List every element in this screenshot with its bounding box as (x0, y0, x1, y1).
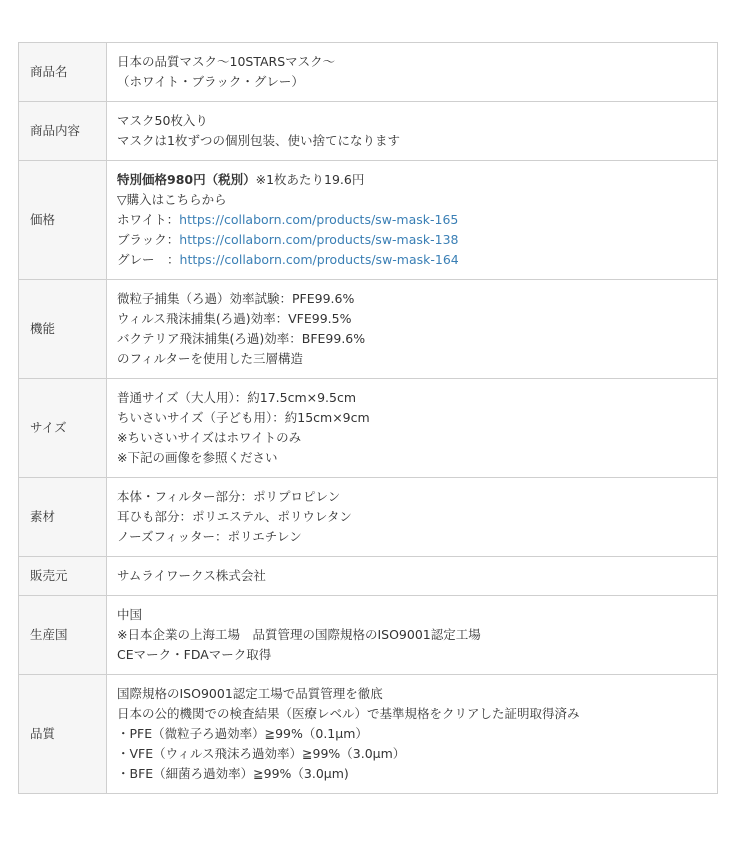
spec-text-line: ※ちいさいサイズはホワイトのみ (117, 430, 302, 445)
spec-row-quality (19, 675, 718, 794)
spec-text-line: ウィルス飛沫捕集(ろ過)効率：VFE99.5% (117, 311, 352, 326)
spec-text-line: 微粒子捕集（ろ過）効率試験：PFE99.6% (117, 291, 355, 306)
spec-text-line: サムライワークス株式会社 (117, 568, 266, 583)
spec-text-line: ※日本企業の上海工場 品質管理の国際規格のISO9001認定工場 (117, 627, 481, 642)
purchase-link-label: ホワイト： (117, 212, 180, 227)
product-spec-table (18, 42, 718, 794)
special-price: 特別価格980円（税別） (117, 172, 256, 187)
spec-text-line: ちいさいサイズ（子ども用）：約15cm×9cm (117, 410, 370, 425)
purchase-link-label: グレー ： (117, 252, 180, 267)
purchase-link-white-row (117, 210, 707, 230)
spec-text-line: マスクは1枚ずつの個別包装、使い捨てになります (117, 133, 400, 148)
spec-row-origin (19, 596, 718, 675)
spec-value-origin (107, 596, 718, 675)
spec-label-size: サイズ (19, 379, 107, 478)
spec-value-price (107, 161, 718, 280)
spec-text-line: バクテリア飛沫捕集(ろ過)効率：BFE99.6% (117, 331, 366, 346)
purchase-link-black[interactable]: https://collaborn.com/products/sw-mask-138 (179, 232, 459, 247)
spec-text-line: （ホワイト・ブラック・グレー） (117, 74, 304, 89)
spec-row-product-name (19, 43, 718, 102)
spec-label-price: 価格 (19, 161, 107, 280)
purchase-link-gray-row (117, 250, 707, 270)
spec-value-function (107, 280, 718, 379)
spec-text-line: 日本の品質マスク〜10STARSマスク〜 (117, 54, 336, 69)
spec-row-price (19, 161, 718, 280)
price-per-mask-note: ※1枚あたり19.6円 (255, 172, 365, 187)
spec-text-line: ※下記の画像を参照ください (117, 450, 278, 465)
spec-label-contents: 商品内容 (19, 102, 107, 161)
spec-label-material: 素材 (19, 478, 107, 557)
spec-row-material (19, 478, 718, 557)
spec-value-contents (107, 102, 718, 161)
price-line (117, 170, 707, 190)
spec-text-line: のフィルターを使用した三層構造 (117, 351, 304, 366)
spec-text-line: 中国 (117, 607, 143, 622)
spec-value-product-name (107, 43, 718, 102)
spec-text-line: 本体・フィルター部分：ポリプロピレン (117, 489, 341, 504)
spec-text-line: ・BFE（細菌ろ過効率）≧99%（3.0μm) (117, 766, 349, 781)
spec-text-line: ・VFE（ウィルス飛沫ろ過効率）≧99%（3.0μm） (117, 746, 406, 761)
spec-label-product-name: 商品名 (19, 43, 107, 102)
spec-value-seller (107, 557, 718, 596)
purchase-prompt: ▽購入はこちらから (117, 192, 227, 207)
purchase-link-gray[interactable]: https://collaborn.com/products/sw-mask-164 (179, 252, 459, 267)
spec-label-seller: 販売元 (19, 557, 107, 596)
spec-value-quality (107, 675, 718, 794)
spec-text-line: CEマーク・FDAマーク取得 (117, 647, 272, 662)
spec-text-line: 日本の公的機関での検査結果（医療レベル）で基準規格をクリアした証明取得済み (117, 706, 580, 721)
spec-text-line: ・PFE（微粒子ろ過効率）≧99%（0.1μm） (117, 726, 368, 741)
spec-text-line: 普通サイズ（大人用）：約17.5cm×9.5cm (117, 390, 357, 405)
spec-value-material (107, 478, 718, 557)
spec-label-quality: 品質 (19, 675, 107, 794)
spec-text-line: マスク50枚入り (117, 113, 208, 128)
purchase-link-black-row (117, 230, 707, 250)
spec-row-seller (19, 557, 718, 596)
purchase-link-white[interactable]: https://collaborn.com/products/sw-mask-165 (179, 212, 459, 227)
spec-row-size (19, 379, 718, 478)
spec-text-line: 耳ひも部分：ポリエステル、ポリウレタン (117, 509, 352, 524)
purchase-link-label: ブラック： (117, 232, 180, 247)
spec-value-size (107, 379, 718, 478)
spec-row-contents (19, 102, 718, 161)
spec-text-line: 国際規格のISO9001認定工場で品質管理を徹底 (117, 686, 383, 701)
spec-row-function (19, 280, 718, 379)
spec-text-line: ノーズフィッター：ポリエチレン (117, 529, 302, 544)
spec-label-function: 機能 (19, 280, 107, 379)
spec-label-origin: 生産国 (19, 596, 107, 675)
